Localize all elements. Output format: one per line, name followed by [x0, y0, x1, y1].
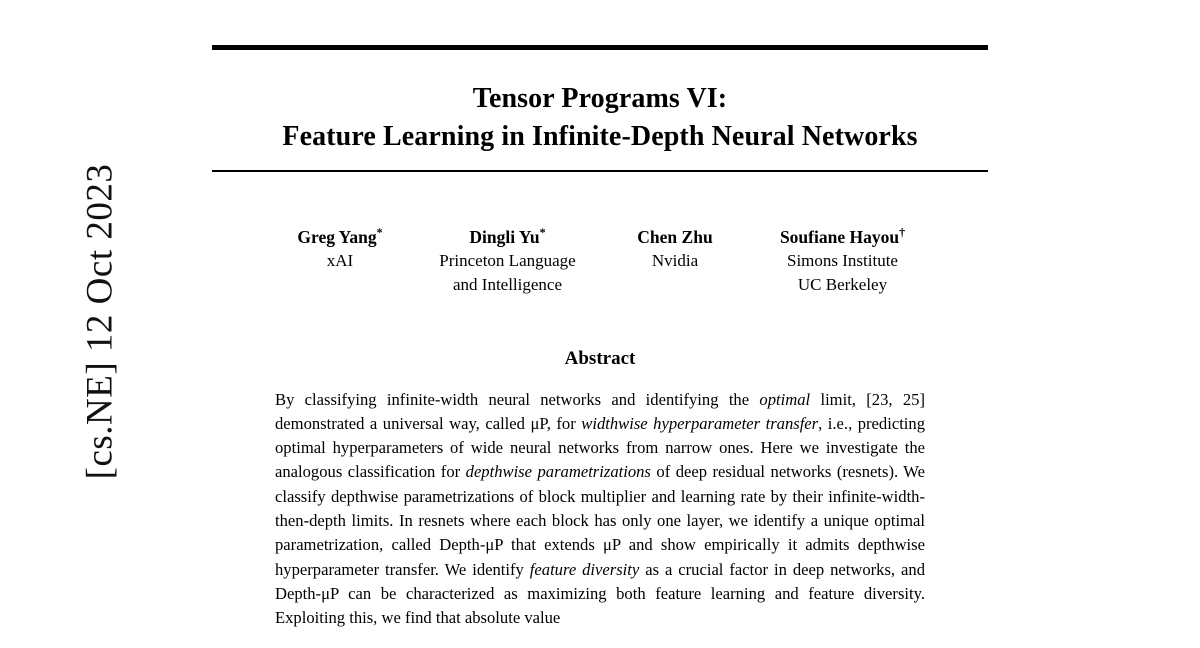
author-name — [750, 224, 935, 250]
author-name-text: Chen Zhu — [637, 226, 713, 247]
author-name — [600, 224, 750, 250]
page-title — [212, 80, 988, 156]
author-list — [212, 224, 988, 298]
author-marker: * — [539, 224, 546, 239]
author-name-text: Dingli Yu — [469, 226, 540, 247]
title-line-2: Feature Learning in Infinite-Depth Neural Networks — [282, 120, 918, 152]
author-name — [415, 224, 600, 250]
author-affiliation: Simons Institute — [787, 251, 898, 271]
abstract-heading: Abstract — [564, 347, 636, 369]
abstract-text: By classifying infinite-width neural networks and identifying the optimal limit, [23, 25] demonstrated a universal way, called μP, for widthwise hyperparameter transfer, i.e., predicting optimal hyperparameters of wide neural networks from narrow ones. Here we investigate the analogous classification for depthwise parametrizations of deep residual networks (resnets). We classify depthwise parametrizations of block multiplier and learning rate by their infinite-width-then-depth limits. In resnets where each block has only one layer, we identify a unique optimal parametrization, called Depth-μP that extends μP and show empirically it admits depthwise hyperparameter transfer. We identify feature diversity as a crucial factor in deep networks, and Depth-μP can be characterized as maximizing both feature learning and feature diversity. Exploiting this, we find that absolute value — [275, 389, 926, 628]
title-rule-bottom — [212, 170, 988, 172]
author-affiliation: Princeton Language — [439, 251, 576, 271]
author-block — [600, 224, 750, 274]
title-line-1: Tensor Programs VI: — [472, 83, 728, 114]
author-marker: * — [376, 224, 383, 239]
arxiv-stamp-text: [cs.NE] 12 Oct 2023 — [79, 163, 121, 480]
title-rule-top — [212, 45, 988, 50]
author-affiliation: xAI — [326, 251, 354, 271]
author-affiliation-line2: and Intelligence — [452, 275, 563, 295]
author-marker: † — [899, 224, 906, 239]
author-name — [265, 224, 415, 250]
arxiv-stamp — [0, 0, 200, 648]
author-affiliation-line2: UC Berkeley — [797, 275, 888, 295]
author-name-text: Soufiane Hayou — [779, 226, 900, 247]
author-block — [265, 224, 415, 274]
author-affiliation: Nvidia — [651, 251, 699, 271]
paper-page — [212, 0, 988, 648]
author-block — [415, 224, 600, 298]
author-block — [750, 224, 935, 298]
author-name-text: Greg Yang — [297, 226, 377, 247]
